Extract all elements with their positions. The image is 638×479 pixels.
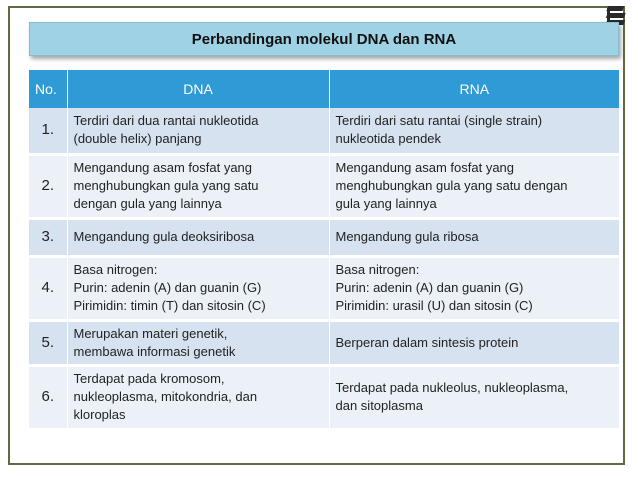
table-row xyxy=(29,365,619,429)
table-header-row xyxy=(29,70,619,108)
rna-cell-line: Berperan dalam sintesis protein xyxy=(335,334,519,350)
rna-cell xyxy=(329,320,619,365)
header-rna: RNA xyxy=(329,70,619,108)
rna-cell-line: Pirimidin: urasil (U) dan sitosin (C) xyxy=(335,298,533,313)
dna-cell-line: menghubungkan gula yang satu xyxy=(73,178,259,193)
rna-cell-line: menghubungkan gula yang satu dengan xyxy=(335,178,568,193)
table-row xyxy=(29,108,619,154)
rna-cell-line: Terdapat pada nukleolus, nukleoplasma, xyxy=(335,380,569,395)
rna-cell-line: Mengandung gula ribosa xyxy=(335,229,479,244)
rna-cell-line: Mengandung asam fosfat yang xyxy=(335,160,515,175)
rna-cell-line: nukleotida pendek xyxy=(335,131,442,147)
row-number: 4. xyxy=(29,256,67,320)
rna-cell xyxy=(329,218,619,256)
row-number: 2. xyxy=(29,154,67,218)
dna-cell-line: membawa informasi genetik xyxy=(73,343,236,359)
comparison-table xyxy=(29,70,619,431)
table-row xyxy=(29,320,619,365)
dna-cell xyxy=(67,256,329,320)
dna-cell-line: Terdapat pada kromosom, xyxy=(73,371,225,386)
dna-cell-line: Basa nitrogen: xyxy=(73,262,158,277)
header-dna: DNA xyxy=(67,70,329,108)
dna-cell xyxy=(67,320,329,365)
slide-title: Perbandingan molekul DNA dan RNA xyxy=(29,22,619,56)
row-number: 1. xyxy=(29,108,67,154)
dna-cell-line: nukleoplasma, mitokondria, dan xyxy=(73,389,258,404)
dna-cell-line: Pirimidin: timin (T) dan sitosin (C) xyxy=(73,298,266,313)
dna-cell-line: Merupakan materi genetik, xyxy=(73,325,228,341)
table-row xyxy=(29,218,619,256)
row-number: 3. xyxy=(29,218,67,256)
dna-cell xyxy=(67,218,329,256)
rna-cell-line: gula yang lainnya xyxy=(335,196,437,211)
dna-cell xyxy=(67,365,329,429)
rna-cell xyxy=(329,365,619,429)
dna-cell-line: Purin: adenin (A) dan guanin (G) xyxy=(73,280,262,295)
header-no: No. xyxy=(29,70,67,108)
table-row xyxy=(29,256,619,320)
rna-cell-line: Terdiri dari satu rantai (single strain) xyxy=(335,113,543,129)
dna-cell-line: Mengandung gula deoksiribosa xyxy=(73,229,255,244)
rna-cell-line: Basa nitrogen: xyxy=(335,262,420,277)
dna-cell-line: Mengandung asam fosfat yang xyxy=(73,160,253,175)
row-number: 6. xyxy=(29,365,67,429)
dna-cell xyxy=(67,108,329,154)
rna-cell-line: Purin: adenin (A) dan guanin (G) xyxy=(335,280,524,295)
dna-cell-line: (double helix) panjang xyxy=(73,131,202,147)
dna-cell-line: Terdiri dari dua rantai nukleotida xyxy=(73,113,259,129)
table-row xyxy=(29,154,619,218)
rna-cell-line: dan sitoplasma xyxy=(335,398,423,413)
rna-cell xyxy=(329,108,619,154)
dna-cell xyxy=(67,154,329,218)
rna-cell xyxy=(329,256,619,320)
dna-cell-line: dengan gula yang lainnya xyxy=(73,196,222,211)
rna-cell xyxy=(329,154,619,218)
row-number: 5. xyxy=(29,320,67,365)
dna-cell-line: kloroplas xyxy=(73,407,126,422)
